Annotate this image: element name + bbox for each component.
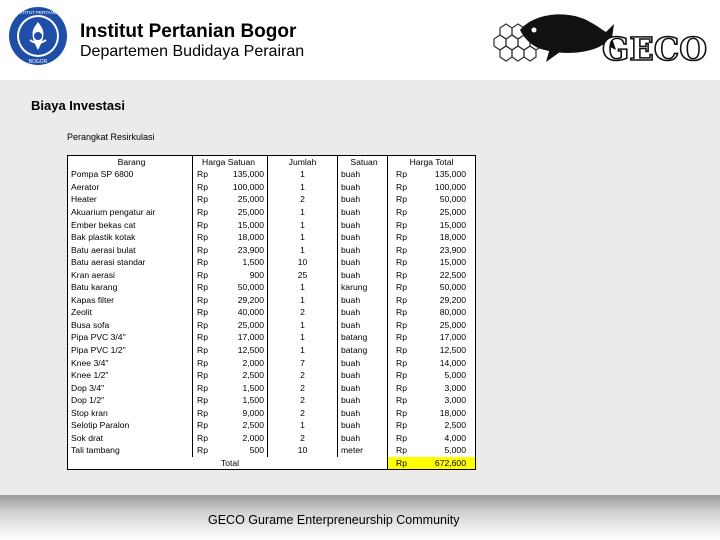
unit-price: 50,000 <box>213 281 268 294</box>
unit-price-currency: Rp <box>197 307 208 318</box>
total-price: 12,500 <box>439 344 466 355</box>
quantity: 1 <box>268 281 338 294</box>
item-name: Pompa SP 6800 <box>68 168 193 181</box>
section-title: Biaya Investasi <box>31 98 125 113</box>
total-price: 25,000 <box>439 319 466 330</box>
unit: buah <box>341 232 361 243</box>
total-currency: Rp <box>388 268 422 281</box>
item-name: Heater <box>68 193 193 206</box>
total-currency: Rp <box>388 432 422 445</box>
total-currency: Rp <box>388 243 422 256</box>
unit-price-currency: Rp <box>197 282 208 293</box>
unit: karung <box>341 282 368 293</box>
total-currency: Rp <box>388 206 422 219</box>
unit-price-currency: Rp <box>197 269 208 280</box>
quantity: 25 <box>268 268 338 281</box>
item-name: Aerator <box>68 181 193 194</box>
quantity: 2 <box>268 432 338 445</box>
total-price: 135,000 <box>434 169 466 180</box>
total-currency: Rp <box>388 256 422 269</box>
table-row <box>68 294 476 307</box>
quantity: 1 <box>268 218 338 231</box>
unit-price: 2,500 <box>213 419 268 432</box>
total-currency: Rp <box>388 394 422 407</box>
quantity: 7 <box>268 356 338 369</box>
total-currency: Rp <box>388 319 422 332</box>
geco-logo-icon <box>490 8 710 70</box>
investment-cost-table <box>67 155 476 470</box>
unit-price-currency: Rp <box>197 395 208 406</box>
total-spacer <box>338 457 388 470</box>
table-row <box>68 218 476 231</box>
total-price: 23,900 <box>439 244 466 255</box>
unit-price-currency: Rp <box>197 382 208 393</box>
unit: buah <box>341 382 361 393</box>
item-name: Kapas filter <box>68 294 193 307</box>
quantity: 2 <box>268 369 338 382</box>
total-label: Total <box>220 457 240 468</box>
item-name: Dop 1/2" <box>68 394 193 407</box>
total-row <box>68 457 476 470</box>
table-row <box>68 331 476 344</box>
unit-price-currency: Rp <box>197 432 208 443</box>
quantity: 1 <box>268 419 338 432</box>
unit: buah <box>341 219 361 230</box>
unit: buah <box>341 432 361 443</box>
unit-price-currency: Rp <box>197 407 208 418</box>
item-name: Batu aerasi bulat <box>68 243 193 256</box>
total-currency: Rp <box>388 369 422 382</box>
total-price: 18,000 <box>439 232 466 243</box>
unit: buah <box>341 269 361 280</box>
unit-price: 2,000 <box>213 356 268 369</box>
quantity: 1 <box>268 168 338 181</box>
ipb-logo-icon <box>8 6 68 66</box>
total-currency: Rp <box>388 294 422 307</box>
unit: buah <box>341 407 361 418</box>
unit-price: 40,000 <box>213 306 268 319</box>
total-currency: Rp <box>388 281 422 294</box>
unit: buah <box>341 169 361 180</box>
quantity: 1 <box>268 206 338 219</box>
total-price: 3,000 <box>444 382 466 393</box>
item-name: Knee 3/4" <box>68 356 193 369</box>
total-currency: Rp <box>388 344 422 357</box>
table-row <box>68 256 476 269</box>
header-unit: Satuan <box>350 157 378 168</box>
unit: meter <box>341 445 363 456</box>
unit-price-currency: Rp <box>197 357 208 368</box>
unit: buah <box>341 294 361 305</box>
unit-price: 500 <box>213 444 268 457</box>
unit-price-currency: Rp <box>197 194 208 205</box>
item-name: Busa sofa <box>68 319 193 332</box>
item-name: Ember bekas cat <box>68 218 193 231</box>
unit-price-currency: Rp <box>197 445 208 456</box>
total-spacer <box>268 457 338 470</box>
unit: buah <box>341 244 361 255</box>
item-name: Stop kran <box>68 406 193 419</box>
unit-price-currency: Rp <box>197 257 208 268</box>
table-row <box>68 381 476 394</box>
quantity: 1 <box>268 294 338 307</box>
total-currency: Rp <box>388 181 422 194</box>
unit: batang <box>341 332 368 343</box>
header-unit-price: Harga Satuan <box>193 156 268 169</box>
item-name: Pipa PVC 1/2" <box>68 344 193 357</box>
quantity: 1 <box>268 181 338 194</box>
total-price: 80,000 <box>439 307 466 318</box>
table-row <box>68 306 476 319</box>
grand-total-value: 672,600 <box>422 457 476 470</box>
unit-price: 1,500 <box>213 394 268 407</box>
item-name: Batu aerasi standar <box>68 256 193 269</box>
total-spacer <box>68 457 193 470</box>
quantity: 2 <box>268 406 338 419</box>
total-currency: Rp <box>388 356 422 369</box>
table-row <box>68 319 476 332</box>
unit-price: 15,000 <box>213 218 268 231</box>
table-row <box>68 406 476 419</box>
total-price: 14,000 <box>439 357 466 368</box>
total-price: 4,000 <box>444 432 466 443</box>
unit: buah <box>341 194 361 205</box>
unit-price: 12,500 <box>213 344 268 357</box>
unit-price-currency: Rp <box>197 206 208 217</box>
unit-price: 25,000 <box>213 193 268 206</box>
total-price: 15,000 <box>439 257 466 268</box>
unit: batang <box>341 344 368 355</box>
unit-price: 25,000 <box>213 319 268 332</box>
unit-price-currency: Rp <box>197 319 208 330</box>
unit: buah <box>341 319 361 330</box>
item-name: Zeolit <box>68 306 193 319</box>
quantity: 2 <box>268 381 338 394</box>
department-title: Departemen Budidaya Perairan <box>80 43 305 60</box>
unit-price-currency: Rp <box>197 244 208 255</box>
table-row <box>68 369 476 382</box>
item-name: Dop 3/4" <box>68 381 193 394</box>
total-currency: Rp <box>388 331 422 344</box>
item-name: Bak plastik kotak <box>68 231 193 244</box>
quantity: 2 <box>268 193 338 206</box>
total-currency: Rp <box>388 419 422 432</box>
table-row <box>68 206 476 219</box>
quantity: 10 <box>268 444 338 457</box>
unit-price-currency: Rp <box>197 219 208 230</box>
total-currency: Rp <box>388 444 422 457</box>
total-price: 25,000 <box>439 206 466 217</box>
unit: buah <box>341 206 361 217</box>
table-row <box>68 243 476 256</box>
unit-price-currency: Rp <box>197 332 208 343</box>
unit-price: 29,200 <box>213 294 268 307</box>
unit: buah <box>341 357 361 368</box>
total-currency: Rp <box>388 306 422 319</box>
total-currency: Rp <box>388 231 422 244</box>
unit: buah <box>341 307 361 318</box>
total-currency: Rp <box>388 457 422 470</box>
item-name: Selotip Paralon <box>68 419 193 432</box>
unit: buah <box>341 370 361 381</box>
unit-price: 9,000 <box>213 406 268 419</box>
item-name: Batu karang <box>68 281 193 294</box>
quantity: 1 <box>268 319 338 332</box>
item-name: Pipa PVC 3/4" <box>68 331 193 344</box>
table-row <box>68 281 476 294</box>
table-row <box>68 193 476 206</box>
table-row <box>68 444 476 457</box>
item-name: Kran aerasi <box>68 268 193 281</box>
quantity: 2 <box>268 394 338 407</box>
section-subtitle: Perangkat Resirkulasi <box>67 132 155 142</box>
unit-price: 2,000 <box>213 432 268 445</box>
unit-price: 135,000 <box>213 168 268 181</box>
unit-price-currency: Rp <box>197 169 208 180</box>
table-row <box>68 432 476 445</box>
item-name: Sok drat <box>68 432 193 445</box>
table-body <box>68 168 476 457</box>
total-price: 50,000 <box>439 282 466 293</box>
unit-price: 23,900 <box>213 243 268 256</box>
item-name: Knee 1/2" <box>68 369 193 382</box>
total-price: 2,500 <box>444 420 466 431</box>
unit-price-currency: Rp <box>197 181 208 192</box>
unit: buah <box>341 257 361 268</box>
unit-price-currency: Rp <box>197 420 208 431</box>
unit-price: 1,500 <box>213 256 268 269</box>
quantity: 2 <box>268 306 338 319</box>
unit: buah <box>341 395 361 406</box>
total-price: 29,200 <box>439 294 466 305</box>
unit-price: 18,000 <box>213 231 268 244</box>
unit-price-currency: Rp <box>197 232 208 243</box>
total-price: 22,500 <box>439 269 466 280</box>
header-item: Barang <box>68 156 193 169</box>
table-row <box>68 394 476 407</box>
slide-header <box>0 0 720 80</box>
ipb-logo-bottom-text: BOGOR <box>28 59 48 65</box>
quantity: 1 <box>268 331 338 344</box>
total-price: 18,000 <box>439 407 466 418</box>
table-row <box>68 356 476 369</box>
ipb-logo-top-text: INSTITUT PERTANIAN <box>14 10 62 15</box>
header-qty: Jumlah <box>268 156 338 169</box>
table-row <box>68 181 476 194</box>
institution-title: Institut Pertanian Bogor <box>80 21 297 42</box>
unit-price-currency: Rp <box>197 294 208 305</box>
total-price: 15,000 <box>439 219 466 230</box>
total-currency: Rp <box>388 168 422 181</box>
total-price: 3,000 <box>444 395 466 406</box>
total-price: 5,000 <box>444 370 466 381</box>
unit-price: 25,000 <box>213 206 268 219</box>
table-row <box>68 268 476 281</box>
unit-price-currency: Rp <box>197 344 208 355</box>
item-name: Akuarium pengatur air <box>68 206 193 219</box>
total-price: 100,000 <box>434 181 466 192</box>
total-currency: Rp <box>388 406 422 419</box>
table-row <box>68 419 476 432</box>
quantity: 10 <box>268 256 338 269</box>
unit-price: 1,500 <box>213 381 268 394</box>
total-price: 17,000 <box>439 332 466 343</box>
unit-price: 100,000 <box>213 181 268 194</box>
geco-logo-text: GECO <box>602 30 708 68</box>
quantity: 1 <box>268 344 338 357</box>
quantity: 1 <box>268 231 338 244</box>
unit-price: 2,500 <box>213 369 268 382</box>
total-currency: Rp <box>388 381 422 394</box>
footer-text: GECO Gurame Enterpreneurship Community <box>208 513 460 527</box>
table-row <box>68 344 476 357</box>
unit-price: 17,000 <box>213 331 268 344</box>
unit-price: 900 <box>213 268 268 281</box>
slide-footer <box>0 495 720 540</box>
unit-price-currency: Rp <box>197 370 208 381</box>
total-currency: Rp <box>388 193 422 206</box>
unit: buah <box>341 181 361 192</box>
table-header-row <box>68 156 476 169</box>
table-row <box>68 231 476 244</box>
total-price: 50,000 <box>439 194 466 205</box>
table-row <box>68 168 476 181</box>
unit: buah <box>341 420 361 431</box>
total-price: 5,000 <box>444 445 466 456</box>
quantity: 1 <box>268 243 338 256</box>
total-currency: Rp <box>388 218 422 231</box>
item-name: Tali tambang <box>68 444 193 457</box>
header-total: Harga Total <box>388 156 476 169</box>
